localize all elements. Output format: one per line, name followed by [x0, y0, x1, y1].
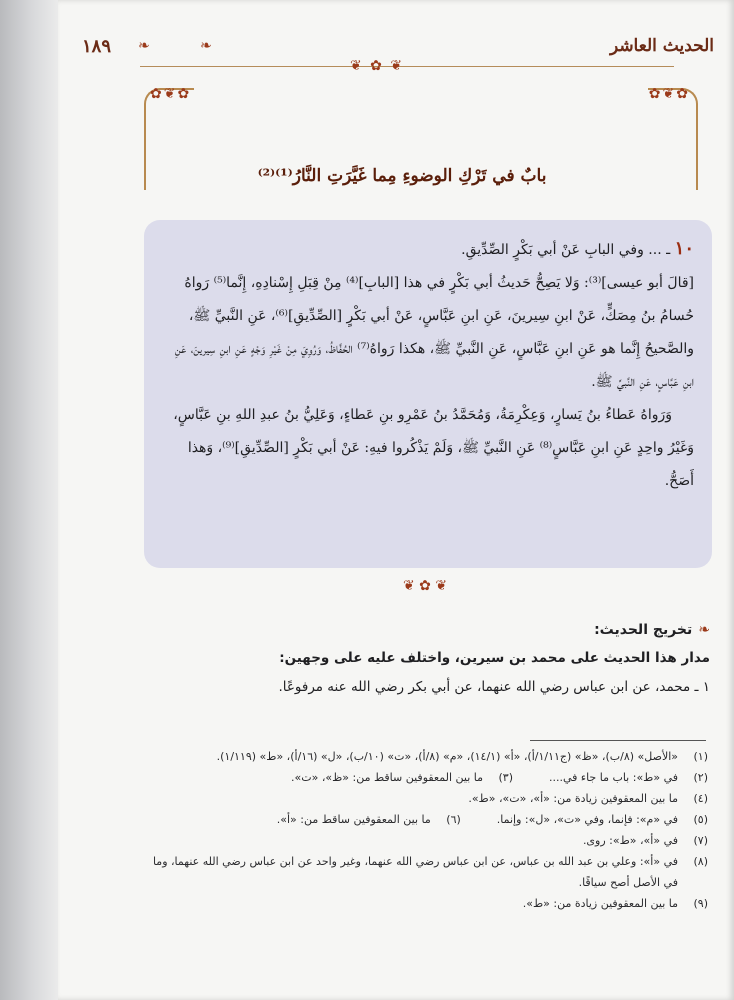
page-number: ١٨٩ — [82, 36, 112, 57]
footnote-number: (٣) — [498, 771, 513, 784]
floral-ornament-icon: ✿❦✿ — [150, 86, 192, 102]
footnote-text: في «أ»: وعلي بن عبد الله بن عباس، عن ابن عباس رضي الله عنهما، وغير واحد عن ابن عباس رضي الله عنهما، وما في الأصل أصح سياقًا. — [152, 855, 678, 889]
footnote — [150, 746, 708, 767]
frame-corner-left — [144, 88, 194, 190]
hadith-box — [144, 220, 712, 568]
footnote — [150, 851, 708, 893]
divider-ornament-icon: ❦ ✿ ❦ — [402, 578, 448, 594]
footnote-number: (٥) — [693, 813, 708, 826]
book-gutter — [0, 0, 60, 1000]
footnote-text: ما بين المعقوفين ساقط من: «ظ»، «ت». — [291, 771, 483, 784]
takhrij-intro: مدار هذا الحديث على محمد بن سيرين، واختلف عليه على وجهين: — [279, 650, 710, 666]
footnote — [277, 809, 461, 830]
footnote-row — [150, 767, 708, 788]
header-ornament-icon: ❦ ✿ ❦ — [350, 58, 405, 74]
leaf-icon: ❧ — [138, 38, 152, 54]
header-rule — [140, 66, 674, 67]
takhrij-item: ١ ـ محمد، عن ابن عباس رضي الله عنهما، عن أبي بكر رضي الله عنه مرفوعًا. — [278, 679, 710, 695]
footnote-text: «الأصل» (٨/ب)، «ظ» (ج١/١١/أ)، «أ» (١٤/١)، «م» (٨/أ)، «ت» (١٠/ب)، «ل» (١٦/أ)، «ط» (١/١١٩). — [216, 750, 678, 763]
footnote — [291, 767, 513, 788]
takhrij-heading-text: تخريج الحديث: — [594, 622, 693, 638]
footnote-number: (٩) — [693, 897, 708, 910]
running-title: الحديث العاشر — [609, 36, 714, 56]
footnote — [497, 809, 708, 830]
footnote-number: (٨) — [693, 855, 708, 868]
footnote-rule — [530, 740, 706, 741]
footnote — [150, 893, 708, 914]
footnote — [150, 830, 708, 851]
leaf-icon: ❧ — [698, 622, 710, 638]
footnote-number: (٤) — [693, 792, 708, 805]
footnote-number: (١) — [693, 750, 708, 763]
floral-ornament-icon: ✿❦✿ — [648, 86, 690, 102]
frame-corner-right — [648, 88, 698, 190]
footnote-text: في «م»: فإنما، وفي «ت»، «ل»: وإنما. — [496, 813, 678, 826]
footnote-text: ما بين المعقوفين ساقط من: «أ». — [276, 813, 431, 826]
footnote-text: ما بين المعقوفين زيادة من: «ط». — [522, 897, 678, 910]
footnote — [150, 788, 708, 809]
section-title: بابٌ في تَرْكِ الوضوءِ مِما غَيَّرَتِ النَّارُ⁽¹⁾⁽²⁾ — [257, 166, 547, 186]
footnote-number: (٢) — [693, 771, 708, 784]
hadith-number: ١٠ — [674, 238, 694, 259]
takhrij-heading — [150, 622, 710, 638]
leaf-icon: ❧ — [200, 38, 214, 54]
footnote-row — [150, 809, 708, 830]
hadith-paragraph: ـ ... وفي البابِ عَنْ أبي بَكْرٍ الصِّدِّيقِ. — [461, 242, 671, 258]
takhrij-section — [150, 622, 710, 702]
hadith-first-line — [162, 232, 694, 267]
footnote-text: في «ط»: باب ما جاء في.... — [549, 771, 678, 784]
footnote-text: في «أ»، «ط»: روى. — [582, 834, 678, 847]
footnote-number: (٧) — [693, 834, 708, 847]
hadith-paragraph: [قالَ أبو عيسى]⁽³⁾: وَلا يَصِحُّ حَديثُ أبي بَكْرٍ في هذا [البابِ]⁽⁴⁾ مِنْ قِبَلِ إِسْنادِهِ، إِنَّما⁽⁵⁾ رَواهُ حُسامُ بنُ مِصَكٍّ، عَنْ ابنِ سِيرينَ، عَنِ ابنِ عَبَّاسٍ، عَنْ أبي بَكْرٍ [الصِّدِّيقِ]⁽⁶⁾، عَنِ النَّبيِّ ﷺ، والصَّحيحُ إِنَّما هو عَنِ ابنِ عَبَّاسٍ، عَنِ النَّبيِّ ﷺ، هكذا رَواهُ⁽⁷⁾ الحُفَّاظُ، وَرُوِيَ مِنْ غَيْرِ وَجْهٍ عَنِ ابنِ سِيرينَ، عَنِ ابنِ عَبَّاسٍ، عَنِ النَّبيِّ ﷺ. — [174, 275, 694, 390]
footnote-text: ما بين المعقوفين زيادة من: «أ»، «ت»، «ط». — [468, 792, 678, 805]
footnote — [549, 767, 708, 788]
hadith-paragraph: وَرَواهُ عَطاءُ بنُ يَسارٍ، وَعِكْرِمَةُ، وَمُحَمَّدُ بنُ عَمْرِو بنِ عَطاءٍ، وَعَلِيُّ بنُ عبدِ اللهِ بنِ عَبَّاسٍ، وَغَيْرُ واحِدٍ عَنِ ابنِ عَبَّاسٍ⁽⁸⁾ عَنِ النَّبيِّ ﷺ، وَلَمْ يَذْكُروا فيهِ: عَنْ أبي بَكْرٍ [الصِّدِّيقِ]⁽⁹⁾، وَهذا أَصَحُّ. — [173, 407, 694, 489]
footnote-number: (٦) — [446, 813, 461, 826]
footnotes — [150, 746, 708, 914]
